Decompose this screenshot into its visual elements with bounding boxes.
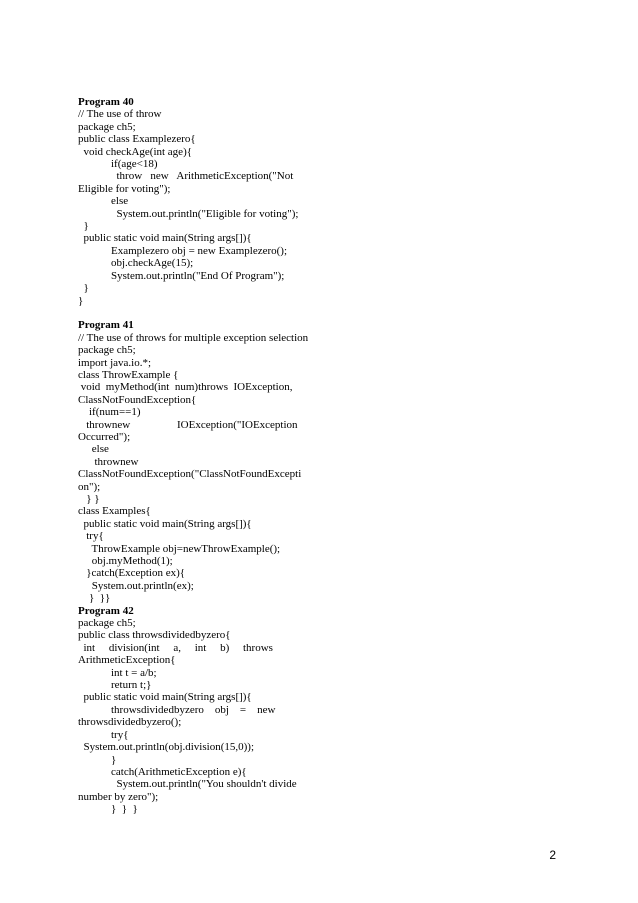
program-41-line: System.out.println(ex);	[78, 579, 194, 592]
program-42-line: catch(ArithmeticException e){	[78, 765, 247, 778]
program-41-line: Occurred");	[78, 430, 131, 443]
program-42-line: public class throwsdividedbyzero{	[78, 629, 231, 642]
page-number: 2	[549, 848, 556, 862]
program-41-line: import java.io.*;	[78, 356, 152, 369]
program-40-line: public static void main(String args[]){	[78, 232, 252, 245]
program-40-line: }	[78, 294, 84, 307]
program-41-line: thrownew IOException("IOException	[78, 418, 298, 431]
program-42-line: throwsdividedbyzero();	[78, 716, 182, 729]
program-41-line: } }	[78, 492, 100, 505]
program-41-line: else	[78, 443, 109, 456]
program-42-line: return t;}	[78, 679, 152, 692]
program-41-line: obj.myMethod(1);	[78, 555, 173, 568]
program-40-title: Program 40	[78, 96, 134, 108]
program-42-line: System.out.println("You shouldn't divide	[78, 778, 297, 791]
program-42-line: number by zero");	[78, 790, 159, 803]
program-41-line: ClassNotFoundException("ClassNotFoundExcepti	[78, 468, 302, 481]
program-40-line: // The use of throw	[78, 108, 162, 121]
section-gap	[78, 307, 300, 319]
program-41-line: try{	[78, 530, 104, 543]
program-41-line: // The use of throws for multiple exception selection	[78, 331, 309, 344]
program-41-line: thrownew	[78, 455, 139, 468]
program-41-line: class ThrowExample {	[78, 368, 179, 381]
program-42-line: int division(int a, int b) throws	[78, 641, 273, 654]
program-40-line: Examplezero obj = new Examplezero();	[78, 244, 288, 257]
code-listing	[78, 96, 309, 816]
program-42-line: } } }	[78, 803, 138, 816]
program-41-line: void myMethod(int num)throws IOException,	[78, 381, 293, 394]
program-41-title: Program 41	[78, 319, 134, 332]
program-40-line: throw new ArithmeticException("Not	[78, 170, 294, 183]
program-42-line: package ch5;	[78, 617, 136, 630]
program-40-line: }	[78, 220, 89, 233]
program-41-line: } }}	[78, 592, 111, 605]
program-41-line: package ch5;	[78, 344, 136, 357]
program-42-line: }	[78, 753, 117, 766]
program-42-line: try{	[78, 728, 129, 741]
program-42-line: throwsdividedbyzero obj = new	[78, 703, 276, 716]
program-40-line: obj.checkAge(15);	[78, 257, 194, 270]
program-41-line: ThrowExample obj=newThrowExample();	[78, 542, 281, 555]
program-40-line: if(age<18)	[78, 158, 158, 171]
program-41-line: ClassNotFoundException{	[78, 393, 197, 406]
program-42-title: Program 42	[78, 604, 134, 617]
program-41-line: public static void main(String args[]){	[78, 517, 252, 530]
program-42-line: int t = a/b;	[78, 666, 157, 679]
program-42-line: System.out.println(obj.division(15,0));	[78, 741, 254, 754]
program-40-line: Eligible for voting");	[78, 182, 171, 195]
program-40-line: System.out.println("End Of Program");	[78, 269, 285, 282]
program-40-line: void checkAge(int age){	[78, 145, 193, 158]
program-41-line: }catch(Exception ex){	[78, 567, 186, 580]
program-41-line: class Examples{	[78, 505, 151, 518]
program-40-line: else	[78, 195, 129, 208]
program-40-line: public class Examplezero{	[78, 133, 196, 146]
program-42-line: ArithmeticException{	[78, 654, 176, 667]
program-40-line: package ch5;	[78, 120, 136, 133]
program-41-line: if(num==1)	[78, 406, 141, 419]
program-41-line: on");	[78, 480, 101, 493]
program-40-line: System.out.println("Eligible for voting");	[78, 207, 299, 220]
program-42-line: public static void main(String args[]){	[78, 691, 252, 704]
program-40-line: }	[78, 282, 89, 295]
